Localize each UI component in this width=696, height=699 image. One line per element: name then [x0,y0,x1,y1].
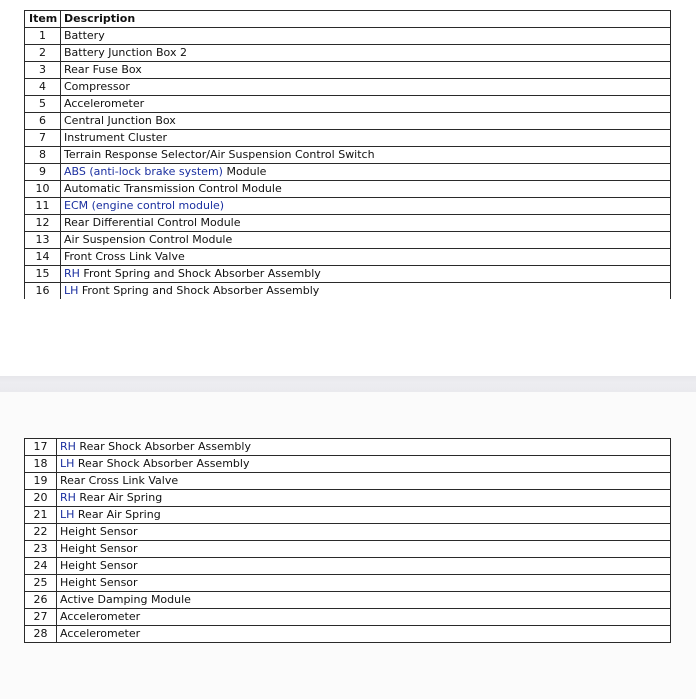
component-table-part-2 [24,438,671,643]
description-cell [61,266,671,283]
table-row [25,609,671,626]
description-text: Front Cross Link Valve [64,250,185,263]
description-cell [61,28,671,45]
table-row [25,439,671,456]
description-text: Terrain Response Selector/Air Suspension Control Switch [64,148,375,161]
item-number-cell: 27 [25,609,57,626]
table-row [25,28,671,45]
table-row [25,490,671,507]
table-row [25,232,671,249]
description-text: Height Sensor [60,576,138,589]
description-cell [57,592,671,609]
table-row [25,558,671,575]
description-cell [57,558,671,575]
description-cell [61,113,671,130]
description-cell [57,490,671,507]
abbreviation-link[interactable]: RH [60,491,76,504]
item-number-cell: 23 [25,541,57,558]
description-text: Rear Fuse Box [64,63,142,76]
description-text: Front Spring and Shock Absorber Assembly [78,284,320,297]
item-number-cell: 9 [25,164,61,181]
abbreviation-link[interactable]: LH [64,284,79,297]
description-text: Rear Shock Absorber Assembly [74,457,250,470]
table-row [25,62,671,79]
description-cell [57,541,671,558]
item-number-cell: 17 [25,439,57,456]
table-row [25,45,671,62]
item-number-cell: 11 [25,198,61,215]
description-text: Front Spring and Shock Absorber Assembly [79,267,321,280]
abbreviation-link[interactable]: LH [60,508,75,521]
table-row [25,473,671,490]
description-text: Rear Shock Absorber Assembly [75,440,251,453]
item-number-cell: 28 [25,626,57,643]
item-number-cell: 16 [25,283,61,300]
table-row [25,626,671,643]
item-number-cell: 4 [25,79,61,96]
table-row [25,283,671,300]
table-row [25,507,671,524]
table-row [25,79,671,96]
description-text: Accelerometer [60,627,141,640]
description-text: Rear Air Spring [75,491,163,504]
description-cell [61,283,671,300]
item-column-header: Item [25,11,61,28]
abbreviation-link[interactable]: ECM (engine control module) [64,199,225,212]
table-row [25,592,671,609]
table-row [25,456,671,473]
abbreviation-link[interactable]: ABS (anti-lock brake system) [64,165,223,178]
description-cell [61,181,671,198]
description-text: Air Suspension Control Module [64,233,233,246]
item-number-cell: 7 [25,130,61,147]
item-number-cell: 22 [25,524,57,541]
item-number-cell: 24 [25,558,57,575]
description-text: Battery Junction Box 2 [64,46,187,59]
abbreviation-link[interactable]: RH [64,267,80,280]
table-row [25,147,671,164]
description-text: Rear Air Spring [74,508,161,521]
table-row [25,575,671,592]
component-table-part-1 [24,10,671,299]
item-number-cell: 5 [25,96,61,113]
item-number-cell: 1 [25,28,61,45]
description-cell [57,524,671,541]
item-number-cell: 6 [25,113,61,130]
page-separator [0,376,696,392]
description-cell [61,130,671,147]
description-cell [61,62,671,79]
item-number-cell: 14 [25,249,61,266]
abbreviation-link[interactable]: RH [60,440,76,453]
table-row [25,181,671,198]
description-text: Accelerometer [64,97,145,110]
item-number-cell: 10 [25,181,61,198]
table-row [25,130,671,147]
item-number-cell: 18 [25,456,57,473]
item-number-cell: 20 [25,490,57,507]
description-text: Height Sensor [60,559,138,572]
description-text: Module [222,165,267,178]
item-number-cell: 3 [25,62,61,79]
description-text: Rear Cross Link Valve [60,474,179,487]
table-row [25,524,671,541]
description-text: Rear Differential Control Module [64,216,241,229]
description-cell [57,626,671,643]
table-row [25,541,671,558]
description-cell [61,96,671,113]
item-number-cell: 8 [25,147,61,164]
description-cell [61,215,671,232]
description-text: Central Junction Box [64,114,176,127]
table-row [25,198,671,215]
item-number-cell: 19 [25,473,57,490]
description-text: Compressor [64,80,130,93]
description-cell [61,164,671,181]
table-row [25,215,671,232]
abbreviation-link[interactable]: LH [60,457,75,470]
description-text: Automatic Transmission Control Module [64,182,282,195]
description-cell [61,79,671,96]
description-text: Height Sensor [60,525,138,538]
description-cell [57,473,671,490]
description-cell [61,198,671,215]
description-cell [61,147,671,164]
table-row [25,249,671,266]
description-text: Battery [64,29,105,42]
item-number-cell: 12 [25,215,61,232]
description-cell [57,507,671,524]
item-number-cell: 13 [25,232,61,249]
item-number-cell: 26 [25,592,57,609]
description-cell [57,575,671,592]
description-cell [61,232,671,249]
description-cell [57,609,671,626]
table-row [25,113,671,130]
description-text: Height Sensor [60,542,138,555]
description-text: Accelerometer [60,610,141,623]
description-text: Instrument Cluster [64,131,168,144]
table-header-row [25,11,671,28]
description-text: Active Damping Module [60,593,191,606]
description-column-header: Description [61,11,671,28]
item-number-cell: 25 [25,575,57,592]
item-number-cell: 21 [25,507,57,524]
table-row [25,96,671,113]
item-number-cell: 15 [25,266,61,283]
description-cell [61,249,671,266]
description-cell [57,439,671,456]
table-row [25,266,671,283]
table-row [25,164,671,181]
description-cell [57,456,671,473]
description-cell [61,45,671,62]
item-number-cell: 2 [25,45,61,62]
